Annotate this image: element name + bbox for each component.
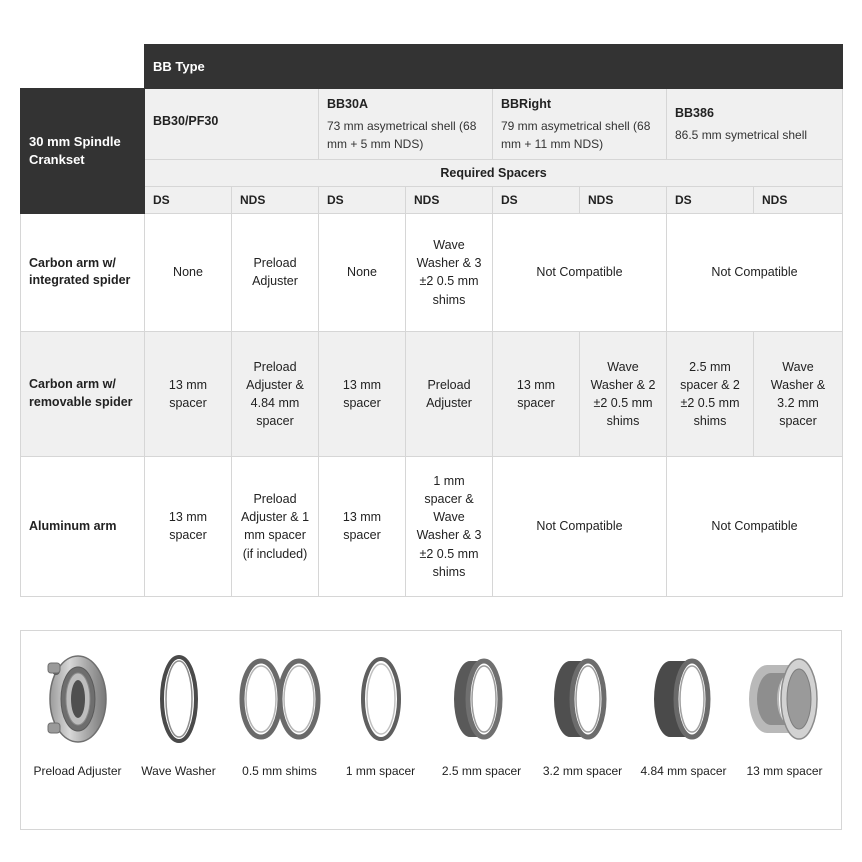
table-row-required-spacers bbox=[21, 159, 843, 186]
legend-item-32mm-spacer bbox=[532, 645, 633, 779]
side-header-nds-2: NDS bbox=[406, 186, 493, 213]
bb-column-bb386 bbox=[667, 89, 843, 160]
cell-value: Not Compatible bbox=[667, 456, 843, 596]
table-row-side-headers bbox=[21, 186, 843, 213]
required-spacers-header: Required Spacers bbox=[145, 159, 843, 186]
side-header-ds-1: DS bbox=[145, 186, 232, 213]
side-header-ds-4: DS bbox=[667, 186, 754, 213]
cell-value: 13 mm spacer bbox=[145, 456, 232, 596]
legend-caption: 4.84 mm spacer bbox=[640, 764, 727, 778]
legend-caption: 1 mm spacer bbox=[345, 764, 416, 778]
legend-caption: 13 mm spacer bbox=[746, 764, 823, 778]
legend-item-484mm-spacer bbox=[633, 645, 734, 779]
compatibility-table bbox=[20, 44, 843, 597]
legend-caption: Preload Adjuster bbox=[33, 764, 122, 778]
table-row-bb-type bbox=[21, 45, 843, 89]
row-label-carbon-integrated: Carbon arm w/ integrated spider bbox=[21, 213, 145, 331]
bb-column-name: BB30/PF30 bbox=[153, 114, 219, 129]
cell-value: None bbox=[319, 213, 406, 331]
side-header-nds-4: NDS bbox=[754, 186, 843, 213]
table-row bbox=[21, 456, 843, 596]
row-label-aluminum: Aluminum arm bbox=[21, 456, 145, 596]
preload-adjuster-icon bbox=[34, 645, 122, 753]
cell-value: Wave Washer & 3 ±2 0.5 mm shims bbox=[406, 213, 493, 331]
cell-value: Wave Washer & 3.2 mm spacer bbox=[754, 331, 843, 456]
legend-item-preload-adjuster bbox=[27, 645, 128, 779]
row-label-carbon-removable: Carbon arm w/ removable spider bbox=[21, 331, 145, 456]
cell-value: Not Compatible bbox=[667, 213, 843, 331]
cell-value: Preload Adjuster & 1 mm spacer (if included) bbox=[232, 456, 319, 596]
bb-column-bb30a bbox=[319, 89, 493, 160]
shims-icon bbox=[233, 645, 327, 753]
spacer-13mm-icon bbox=[741, 645, 829, 753]
legend-item-13mm-spacer bbox=[734, 645, 835, 779]
legend-caption: 3.2 mm spacer bbox=[542, 764, 623, 778]
cell-value: Wave Washer & 2 ±2 0.5 mm shims bbox=[580, 331, 667, 456]
bb-column-bb30-pf30 bbox=[145, 89, 319, 160]
compatibility-table-wrapper bbox=[20, 44, 842, 597]
cell-value: 1 mm spacer & Wave Washer & 3 ±2 0.5 mm shims bbox=[406, 456, 493, 596]
side-header-ds-2: DS bbox=[319, 186, 406, 213]
spacer-25mm-icon bbox=[450, 645, 514, 753]
legend-item-wave-washer bbox=[128, 645, 229, 779]
cell-value: Preload Adjuster bbox=[406, 331, 493, 456]
spindle-crankset-label: 30 mm Spindle Crankset bbox=[21, 89, 145, 214]
cell-value: 2.5 mm spacer & 2 ±2 0.5 mm shims bbox=[667, 331, 754, 456]
side-header-ds-3: DS bbox=[493, 186, 580, 213]
legend-item-shims bbox=[229, 645, 330, 779]
cell-value: 13 mm spacer bbox=[145, 331, 232, 456]
table-row bbox=[21, 331, 843, 456]
side-header-nds-1: NDS bbox=[232, 186, 319, 213]
side-header-nds-3: NDS bbox=[580, 186, 667, 213]
corner-blank bbox=[21, 45, 145, 89]
cell-value: Preload Adjuster & 4.84 mm spacer bbox=[232, 331, 319, 456]
cell-value: 13 mm spacer bbox=[319, 456, 406, 596]
spacer-1mm-icon bbox=[353, 645, 409, 753]
cell-value: Preload Adjuster bbox=[232, 213, 319, 331]
bb-column-name: BB30A bbox=[327, 97, 368, 111]
legend-item-1mm-spacer bbox=[330, 645, 431, 779]
bb-column-sub: 73 mm asymetrical shell (68 mm + 5 mm NDS) bbox=[327, 119, 477, 151]
parts-legend bbox=[20, 630, 842, 830]
cell-value: 13 mm spacer bbox=[493, 331, 580, 456]
legend-item-25mm-spacer bbox=[431, 645, 532, 779]
cell-value: Not Compatible bbox=[493, 456, 667, 596]
bb-column-sub: 79 mm asymetrical shell (68 mm + 11 mm NDS) bbox=[501, 119, 651, 151]
legend-caption: 0.5 mm shims bbox=[242, 764, 317, 778]
cell-value: None bbox=[145, 213, 232, 331]
spacer-32mm-icon bbox=[548, 645, 618, 753]
bb-type-header: BB Type bbox=[145, 45, 843, 89]
bb-column-name: BBRight bbox=[501, 97, 551, 111]
table-row-bb-columns bbox=[21, 89, 843, 160]
legend-caption: 2.5 mm spacer bbox=[441, 764, 522, 778]
wave-washer-icon bbox=[149, 645, 209, 753]
spacer-484mm-icon bbox=[646, 645, 722, 753]
cell-value: Not Compatible bbox=[493, 213, 667, 331]
bb-column-bbright bbox=[493, 89, 667, 160]
table-row bbox=[21, 213, 843, 331]
bb-column-name: BB386 bbox=[675, 105, 714, 120]
bb-column-sub: 86.5 mm symetrical shell bbox=[675, 127, 808, 142]
cell-value: 13 mm spacer bbox=[319, 331, 406, 456]
legend-caption: Wave Washer bbox=[141, 764, 216, 778]
